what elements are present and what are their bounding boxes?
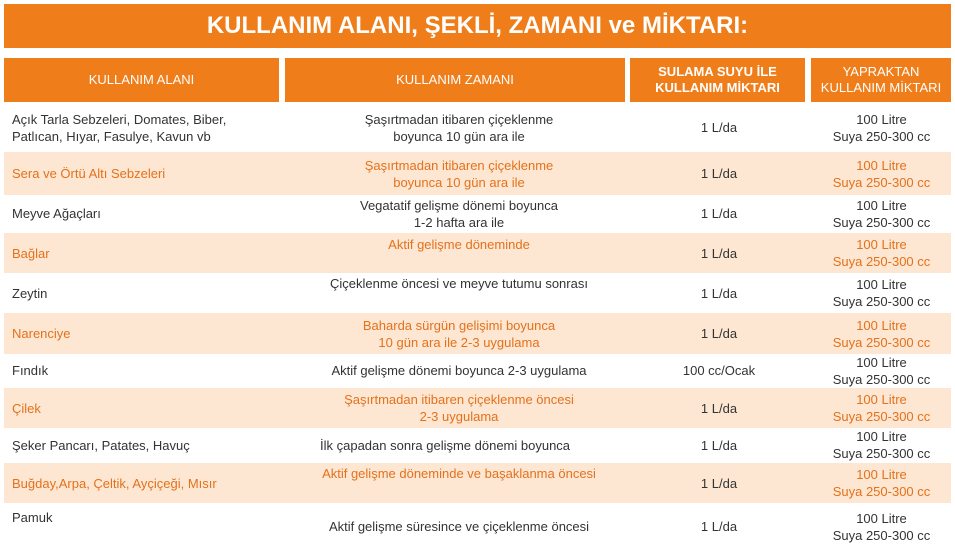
cell-time: Şaşırtmadan itibaren çiçeklenme öncesi 2-3 uygulama xyxy=(344,392,574,424)
page-title: KULLANIM ALANI, ŞEKLİ, ZAMANI ve MİKTARI: xyxy=(4,4,951,48)
table-row xyxy=(4,105,951,150)
cell-time: Aktif gelişme dönemi boyunca 2-3 uygulama xyxy=(331,363,587,378)
header-time: KULLANIM ZAMANI xyxy=(285,58,625,102)
table-row xyxy=(4,388,951,428)
cell-foliar: 100 Litre Suya 250-300 cc xyxy=(832,111,931,144)
cell-area: Açık Tarla Sebzeleri, Domates, Biber, Patlıcan, Hıyar, Fasulye, Kavun vb xyxy=(12,111,227,144)
cell-irrigation: 1 L/da xyxy=(700,120,738,135)
cell-time: Aktif gelişme süresince ve çiçeklenme öncesi xyxy=(328,519,590,534)
cell-time: Vegatatif gelişme dönemi boyunca 1-2 hafta ara ile xyxy=(359,197,558,230)
cell-foliar: 100 Litre Suya 250-300 cc xyxy=(832,467,931,499)
header-area: KULLANIM ALANI xyxy=(4,58,279,102)
cell-foliar: 100 Litre Suya 250-300 cc xyxy=(832,157,931,190)
cell-foliar: 100 Litre Suya 250-300 cc xyxy=(832,197,931,230)
cell-area: Sera ve Örtü Altı Sebzeleri xyxy=(12,166,166,181)
table-row xyxy=(4,273,951,313)
cell-area: Zeytin xyxy=(12,285,48,301)
table-row xyxy=(4,152,951,195)
cell-irrigation: 1 L/da xyxy=(700,437,738,453)
cell-area: Çilek xyxy=(12,400,41,416)
table-row xyxy=(4,503,951,550)
cell-irrigation: 1 L/da xyxy=(700,400,738,416)
cell-time: Aktif gelişme döneminde ve başaklanma öncesi xyxy=(322,466,596,481)
cell-area: Pamuk xyxy=(12,510,53,525)
cell-time: Baharda sürgün gelişimi boyunca 10 gün ara ile 2-3 uygulama xyxy=(362,317,556,350)
cell-area: Bağlar xyxy=(12,245,50,261)
cell-area: Buğday,Arpa, Çeltik, Ayçiçeği, Mısır xyxy=(12,475,217,491)
cell-foliar: 100 Litre Suya 250-300 cc xyxy=(832,510,931,543)
cell-irrigation: 1 L/da xyxy=(700,166,738,181)
header-foliar: YAPRAKTAN KULLANIM MİKTARI xyxy=(811,58,951,102)
cell-foliar: 100 Litre Suya 250-300 cc xyxy=(832,392,931,424)
cell-irrigation: 1 L/da xyxy=(700,245,738,261)
cell-time: İlk çapadan sonra gelişme dönemi boyunca xyxy=(320,437,571,453)
cell-foliar: 100 Litre Suya 250-300 cc xyxy=(832,277,931,309)
cell-time: Aktif gelişme döneminde xyxy=(388,237,530,252)
cell-irrigation: 1 L/da xyxy=(700,326,738,341)
table-row xyxy=(4,313,951,354)
table-row xyxy=(4,233,951,273)
cell-irrigation: 1 L/da xyxy=(700,519,738,534)
cell-time: Şaşırtmadan itibaren çiçeklenme boyunca 10 gün ara ile xyxy=(364,157,554,190)
cell-area: Meyve Ağaçları xyxy=(12,206,101,221)
cell-irrigation: 100 cc/Ocak xyxy=(682,363,756,378)
cell-irrigation: 1 L/da xyxy=(700,285,738,301)
table-row xyxy=(4,195,951,232)
cell-irrigation: 1 L/da xyxy=(700,206,738,221)
cell-irrigation: 1 L/da xyxy=(700,475,738,491)
cell-time: Şaşırtmadan itibaren çiçeklenme boyunca 10 gün ara ile xyxy=(364,111,554,144)
header-irrigation: SULAMA SUYU İLE KULLANIM MİKTARI xyxy=(630,58,805,102)
table-row xyxy=(4,354,951,387)
cell-area: Narenciye xyxy=(12,326,71,341)
cell-time: Çiçeklenme öncesi ve meyve tutumu sonrası xyxy=(330,276,588,291)
table-row xyxy=(4,428,951,462)
cell-foliar: 100 Litre Suya 250-300 cc xyxy=(832,237,931,269)
table-row xyxy=(4,463,951,503)
cell-area: Fındık xyxy=(12,363,49,378)
cell-area: Şeker Pancarı, Patates, Havuç xyxy=(12,437,190,453)
cell-foliar: 100 Litre Suya 250-300 cc xyxy=(832,354,931,387)
cell-foliar: 100 Litre Suya 250-300 cc xyxy=(832,429,931,461)
cell-foliar: 100 Litre Suya 250-300 cc xyxy=(832,317,931,350)
